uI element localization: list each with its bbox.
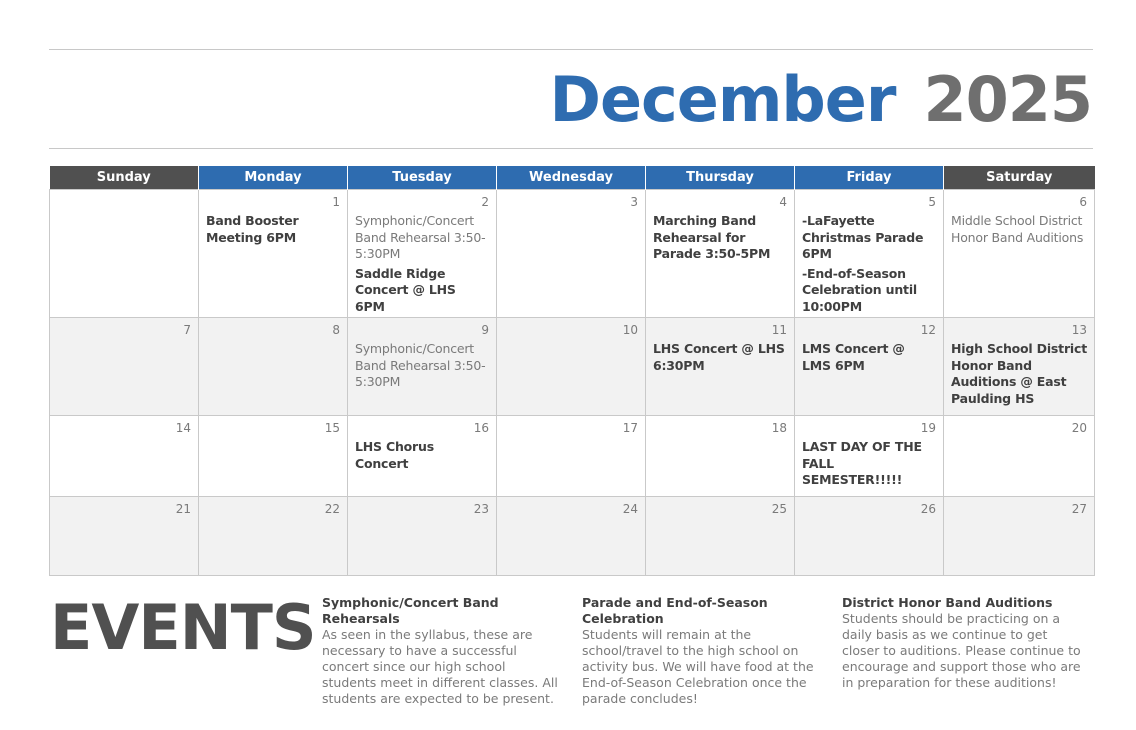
day-number: 26 bbox=[920, 502, 936, 516]
day-cell bbox=[944, 190, 1095, 318]
calendar-event: Symphonic/Concert Band Rehearsal 3:50-5:30PM bbox=[355, 213, 486, 261]
day-number: 8 bbox=[332, 323, 340, 337]
calendar-event: Middle School District Honor Band Auditions bbox=[951, 213, 1084, 245]
day-number: 1 bbox=[332, 195, 340, 209]
weekday-header: Tuesday bbox=[348, 166, 497, 190]
event-note-body: As seen in the syllabus, these are necessary to have a successful concert since our high school students meet in different classes. All students are expected to be present. bbox=[322, 627, 558, 706]
event-note-body: Students will remain at the school/travel to the high school on activity bus. We will have food at the End-of-Season Celebration once the parade concludes! bbox=[582, 627, 814, 706]
calendar-grid bbox=[49, 166, 1095, 576]
event-note bbox=[582, 595, 822, 707]
day-number: 10 bbox=[622, 323, 638, 337]
week-row bbox=[50, 497, 1095, 576]
calendar-event: Symphonic/Concert Band Rehearsal 3:50-5:30PM bbox=[355, 341, 486, 389]
day-number: 11 bbox=[771, 323, 787, 337]
day-cell bbox=[646, 190, 795, 318]
day-cell bbox=[497, 190, 646, 318]
day-cell bbox=[348, 190, 497, 318]
day-cell bbox=[50, 190, 199, 318]
day-cell bbox=[199, 190, 348, 318]
day-number: 12 bbox=[920, 323, 936, 337]
weekday-header: Sunday bbox=[50, 166, 199, 190]
weekday-header-row bbox=[50, 166, 1095, 190]
day-number: 9 bbox=[481, 323, 489, 337]
day-number: 19 bbox=[920, 421, 936, 435]
page-title bbox=[550, 60, 1093, 140]
calendar-event: Band Booster Meeting 6PM bbox=[206, 213, 299, 245]
event-note bbox=[322, 595, 562, 707]
day-cell bbox=[199, 497, 348, 576]
day-number: 24 bbox=[622, 502, 638, 516]
day-number: 27 bbox=[1071, 502, 1087, 516]
day-number: 20 bbox=[1071, 421, 1087, 435]
calendar-event: High School District Honor Band Auditions @ East Paulding HS bbox=[951, 341, 1087, 406]
day-number: 15 bbox=[324, 421, 340, 435]
day-cell bbox=[497, 318, 646, 416]
day-cell bbox=[795, 190, 944, 318]
calendar-event: LHS Concert @ LHS 6:30PM bbox=[653, 341, 785, 373]
day-cell bbox=[497, 416, 646, 497]
calendar-event: LMS Concert @ LMS 6PM bbox=[802, 341, 905, 373]
title-year: 2025 bbox=[923, 63, 1092, 136]
calendar-event: -LaFayette Christmas Parade 6PM bbox=[802, 213, 924, 261]
day-number bbox=[57, 194, 191, 210]
week-row bbox=[50, 190, 1095, 318]
calendar-event: Saddle Ridge Concert @ LHS 6PM bbox=[355, 265, 456, 314]
day-number: 6 bbox=[1079, 195, 1087, 209]
day-cell bbox=[795, 416, 944, 497]
day-number: 21 bbox=[175, 502, 191, 516]
day-number: 23 bbox=[473, 502, 489, 516]
day-number: 5 bbox=[928, 195, 936, 209]
calendar-event: LHS Chorus Concert bbox=[355, 439, 434, 471]
calendar-event: Marching Band Rehearsal for Parade 3:50-5PM bbox=[653, 213, 771, 261]
week-row bbox=[50, 416, 1095, 497]
day-cell bbox=[944, 497, 1095, 576]
weekday-header: Friday bbox=[795, 166, 944, 190]
event-note bbox=[842, 595, 1082, 691]
weekday-header: Wednesday bbox=[497, 166, 646, 190]
event-note-title: District Honor Band Auditions bbox=[842, 595, 1053, 610]
event-note-body: Students should be practicing on a daily basis as we continue to get closer to auditions. Please continue to encourage and support those who are in preparation for these auditions! bbox=[842, 611, 1081, 690]
day-cell bbox=[646, 318, 795, 416]
day-cell bbox=[944, 318, 1095, 416]
day-cell bbox=[497, 497, 646, 576]
day-cell bbox=[199, 416, 348, 497]
day-cell bbox=[795, 497, 944, 576]
title-rule bbox=[49, 148, 1093, 149]
day-cell bbox=[348, 497, 497, 576]
day-cell bbox=[944, 416, 1095, 497]
day-number: 17 bbox=[622, 421, 638, 435]
day-number: 18 bbox=[771, 421, 787, 435]
day-number: 14 bbox=[175, 421, 191, 435]
calendar-event: LAST DAY OF THE FALL SEMESTER!!!!! bbox=[802, 439, 922, 487]
day-number: 3 bbox=[630, 195, 638, 209]
day-cell bbox=[348, 416, 497, 497]
day-cell bbox=[646, 497, 795, 576]
event-note-title: Symphonic/Concert Band Rehearsals bbox=[322, 595, 499, 626]
day-cell bbox=[199, 318, 348, 416]
day-number: 4 bbox=[779, 195, 787, 209]
top-rule bbox=[49, 49, 1093, 50]
day-number: 16 bbox=[473, 421, 489, 435]
day-number: 22 bbox=[324, 502, 340, 516]
weekday-header: Monday bbox=[199, 166, 348, 190]
calendar-event: -End-of-Season Celebration until 10:00PM bbox=[802, 265, 918, 314]
day-cell bbox=[50, 416, 199, 497]
day-cell bbox=[348, 318, 497, 416]
day-cell bbox=[50, 318, 199, 416]
day-cell bbox=[646, 416, 795, 497]
day-number: 13 bbox=[1071, 323, 1087, 337]
events-heading: EVENTS bbox=[50, 591, 316, 664]
day-cell bbox=[795, 318, 944, 416]
day-number: 25 bbox=[771, 502, 787, 516]
weekday-header: Thursday bbox=[646, 166, 795, 190]
title-month: December bbox=[549, 63, 896, 136]
day-number: 7 bbox=[183, 323, 191, 337]
day-cell bbox=[50, 497, 199, 576]
week-row bbox=[50, 318, 1095, 416]
day-number: 2 bbox=[481, 195, 489, 209]
event-note-title: Parade and End-of-Season Celebration bbox=[582, 595, 768, 626]
weekday-header: Saturday bbox=[944, 166, 1095, 190]
